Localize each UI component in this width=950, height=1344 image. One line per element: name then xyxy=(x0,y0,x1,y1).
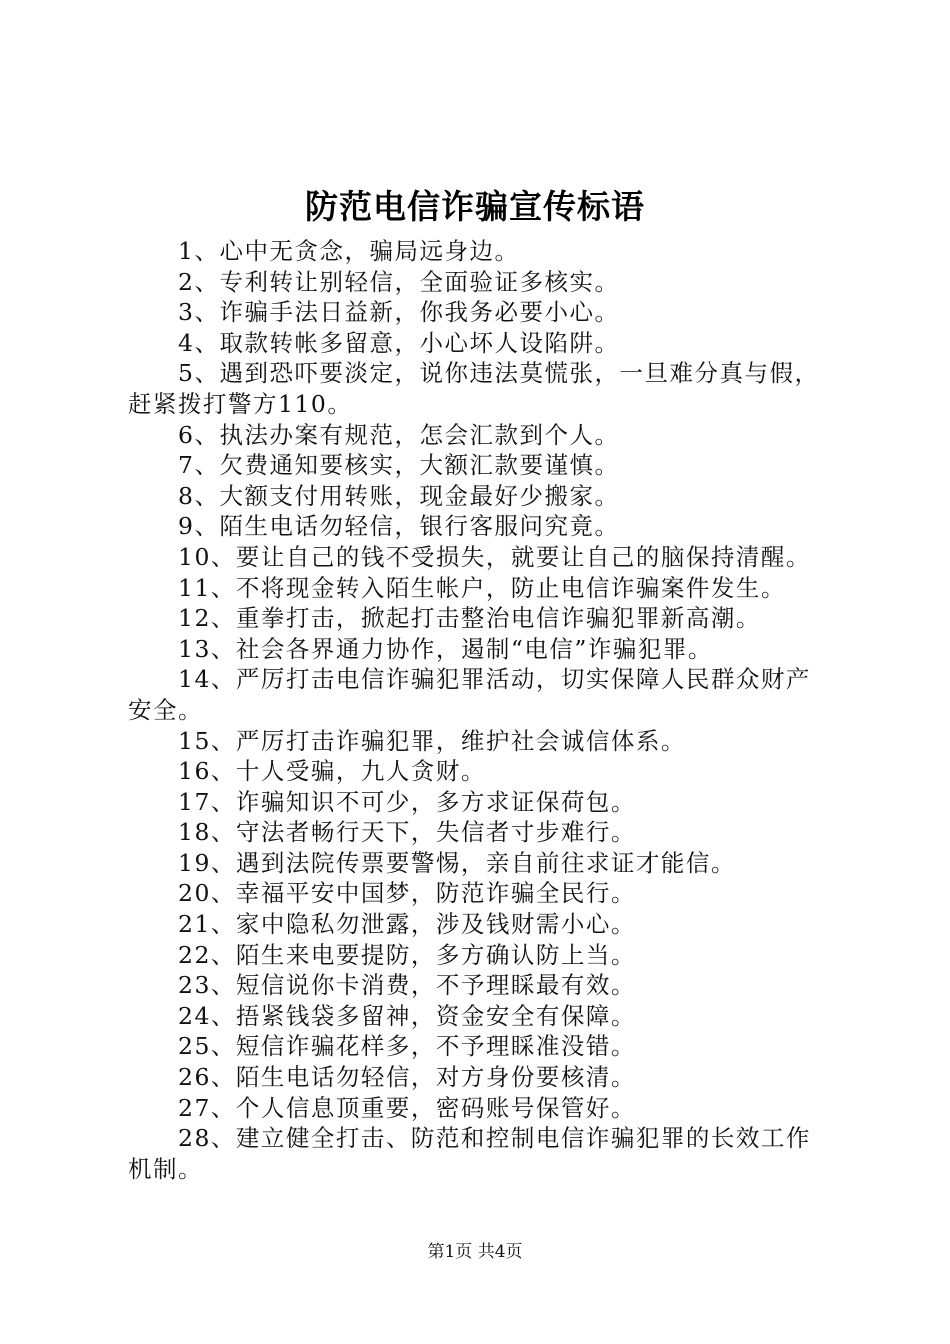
slogan-item: 21、家中隐私勿泄露，涉及钱财需小心。 xyxy=(178,910,636,939)
slogan-item: 16、十人受骗，九人贪财。 xyxy=(178,757,486,786)
slogan-item: 7、欠费通知要核实，大额汇款要谨慎。 xyxy=(178,451,620,480)
slogan-item: 6、执法办案有规范，怎会汇款到个人。 xyxy=(178,420,620,449)
slogan-item: 12、重拳打击，掀起打击整治电信诈骗犯罪新高潮。 xyxy=(178,604,761,633)
slogan-item: 17、诈骗知识不可少，多方求证保荷包。 xyxy=(178,787,636,816)
slogan-item: 19、遇到法院传票要警惕，亲自前往求证才能信。 xyxy=(178,848,736,877)
slogan-item: 4、取款转帐多留意，小心坏人设陷阱。 xyxy=(178,328,620,357)
slogan-item: 28、建立健全打击、防范和控制电信诈骗犯罪的长效工作机制。 xyxy=(128,1124,811,1183)
slogan-item: 18、守法者畅行天下，失信者寸步难行。 xyxy=(178,818,636,847)
slogan-item: 13、社会各界通力协作，遏制“电信”诈骗犯罪。 xyxy=(178,634,713,663)
slogan-item: 3、诈骗手法日益新，你我务必要小心。 xyxy=(178,298,620,327)
slogan-item: 26、陌生电话勿轻信，对方身份要核清。 xyxy=(178,1063,636,1092)
slogan-list xyxy=(128,236,834,1184)
slogan-item: 2、专利转让别轻信，全面验证多核实。 xyxy=(178,267,620,296)
slogan-item: 1、心中无贪念，骗局远身边。 xyxy=(178,237,520,265)
slogan-item: 22、陌生来电要提防，多方确认防上当。 xyxy=(178,940,636,969)
slogan-item: 24、捂紧钱袋多留神，资金安全有保障。 xyxy=(178,1001,636,1030)
slogan-item: 11、不将现金转入陌生帐户，防止电信诈骗案件发生。 xyxy=(178,573,786,602)
slogan-item: 14、严厉打击电信诈骗犯罪活动，切实保障人民群众财产安全。 xyxy=(128,665,811,724)
slogan-item: 8、大额支付用转账，现金最好少搬家。 xyxy=(178,481,620,510)
document-title: 防范电信诈骗宣传标语 xyxy=(305,187,645,226)
slogan-item: 27、个人信息顶重要，密码账号保管好。 xyxy=(178,1093,636,1122)
slogan-item: 15、严厉打击诈骗犯罪，维护社会诚信体系。 xyxy=(178,726,686,755)
page-footer: 第1页 共4页 xyxy=(427,1242,523,1262)
slogan-item: 9、陌生电话勿轻信，银行客服问究竟。 xyxy=(178,512,620,541)
slogan-item: 23、短信说你卡消费，不予理睬最有效。 xyxy=(178,971,636,1000)
slogan-item: 20、幸福平安中国梦，防范诈骗全民行。 xyxy=(178,879,636,908)
slogan-item: 10、要让自己的钱不受损失，就要让自己的脑保持清醒。 xyxy=(178,542,811,571)
slogan-item: 5、遇到恐吓要淡定，说你违法莫慌张，一旦难分真与假，赶紧拨打警方110。 xyxy=(128,359,820,418)
slogan-item: 25、短信诈骗花样多，不予理睬准没错。 xyxy=(178,1032,636,1061)
